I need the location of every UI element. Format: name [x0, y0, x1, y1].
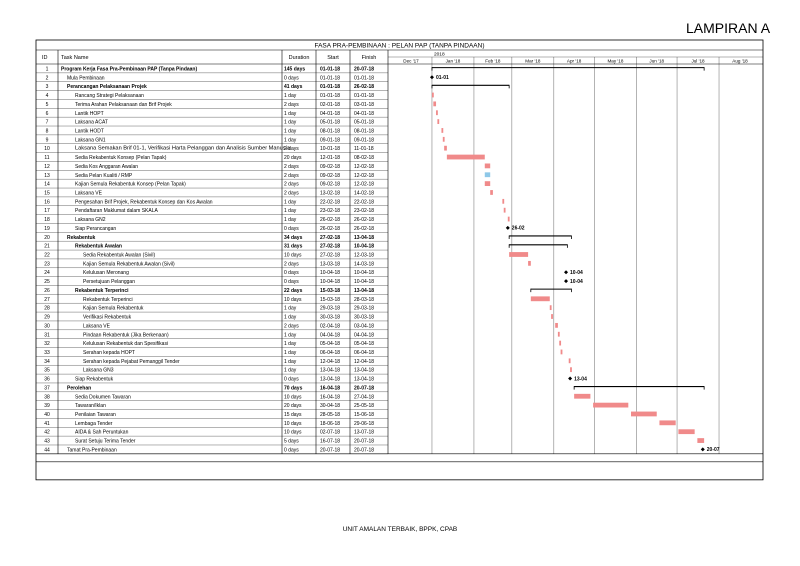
milestone-label: 10-04 [570, 278, 583, 285]
row-duration: 2 days [284, 172, 299, 179]
milestone-diamond [430, 75, 434, 79]
task-bar [550, 305, 552, 310]
row-id: 42 [44, 429, 50, 436]
row-start: 09-01-18 [320, 137, 341, 144]
row-duration: 145 days [284, 66, 306, 73]
row-task-name: Kajian Semula Rekabentuk [83, 305, 144, 312]
task-bar [432, 93, 434, 98]
task-bar [528, 261, 531, 266]
row-start: 27-02-18 [320, 252, 341, 259]
row-start: 04-04-18 [320, 332, 341, 339]
row-start: 23-02-18 [320, 208, 341, 215]
row-finish: 12-03-18 [354, 252, 375, 259]
row-task-name: Sedia Rekabentuk Konsep (Pelan Tapak) [75, 155, 167, 162]
row-duration: 10 days [284, 296, 302, 303]
timeline-month-label: Dec '17 [403, 58, 419, 64]
task-bar [593, 403, 628, 408]
row-duration: 0 days [284, 376, 299, 383]
task-bar [551, 314, 553, 319]
row-duration: 10 days [284, 420, 302, 427]
row-start: 04-01-18 [320, 110, 341, 117]
row-id: 38 [44, 394, 50, 401]
row-finish: 04-04-18 [354, 332, 375, 339]
footer-unit-name: UNIT AMALAN TERBAIK, BPPK, CPAB [342, 526, 458, 533]
row-finish: 23-02-18 [354, 208, 375, 215]
row-task-name: Rekabentuk Awalan [75, 243, 122, 250]
row-id: 43 [44, 438, 50, 445]
column-header-duration: Duration [288, 55, 310, 61]
row-finish: 13-04-18 [354, 367, 375, 374]
row-duration: 1 day [284, 314, 297, 321]
row-task-name: Sedia Pelan Kualiti / RMP [75, 172, 133, 179]
row-start: 13-02-18 [320, 190, 341, 197]
row-duration: 10 days [284, 252, 302, 259]
row-task-name: Lantik HODT [75, 128, 104, 135]
row-id: 9 [45, 137, 49, 144]
row-task-name: Laksana ACAT [75, 119, 108, 126]
task-bar [485, 181, 490, 186]
row-start: 18-06-18 [320, 420, 341, 427]
row-task-name: Perolehan [67, 385, 92, 392]
row-start: 10-04-18 [320, 270, 341, 277]
row-start: 29-03-18 [320, 305, 341, 312]
timeline-month-label: Jun '18 [649, 58, 665, 64]
row-task-name: Kelulusan Meronang [83, 270, 129, 277]
task-bar [485, 172, 490, 177]
task-bar [631, 412, 657, 417]
table-title: FASA PRA-PEMBINAAN : PELAN PAP (TANPA PINDAAN) [314, 42, 485, 50]
row-start: 22-02-18 [320, 199, 341, 206]
row-id: 39 [44, 403, 50, 410]
row-id: 24 [44, 270, 50, 277]
row-finish: 13-04-18 [354, 234, 375, 241]
row-duration: 1 day [284, 199, 297, 206]
row-task-name: Sedia Rekabentuk Awalan (Sivil) [83, 252, 156, 259]
row-start: 16-07-18 [320, 438, 341, 445]
row-duration: 10 days [284, 394, 302, 401]
row-duration: 1 day [284, 367, 297, 374]
row-id: 37 [44, 385, 50, 392]
row-task-name: Kelulusan Rekabentuk dan Spesifikasi [83, 341, 169, 348]
row-finish: 12-02-18 [354, 172, 375, 179]
row-duration: 0 days [284, 279, 299, 286]
row-duration: 2 days [284, 323, 299, 330]
row-task-name: Persetujuan Pelanggan [83, 279, 135, 286]
row-duration: 1 day [284, 119, 297, 126]
row-id: 3 [45, 84, 49, 91]
row-id: 19 [44, 225, 50, 232]
row-id: 32 [44, 341, 50, 348]
row-finish: 12-02-18 [354, 163, 375, 170]
row-finish: 12-04-18 [354, 358, 375, 365]
row-id: 17 [44, 208, 50, 215]
row-start: 02-01-18 [320, 101, 341, 108]
milestone-label: 10-04 [570, 270, 583, 277]
row-id: 12 [44, 163, 50, 170]
row-duration: 1 day [284, 110, 297, 117]
task-bar [531, 296, 550, 301]
row-duration: 34 days [284, 234, 303, 241]
row-finish: 13-04-18 [354, 376, 375, 383]
row-task-name: Penilaian Tawaran [75, 412, 116, 418]
row-finish: 10-04-18 [354, 270, 375, 277]
row-start: 05-04-18 [320, 341, 341, 348]
row-id: 25 [44, 279, 50, 286]
row-task-name: Siap Rekabentuk [75, 376, 114, 383]
row-duration: 20 days [284, 403, 302, 410]
timeline-year: 2018 [433, 52, 445, 58]
row-id: 34 [44, 358, 50, 365]
row-duration: 1 day [284, 137, 297, 144]
row-start: 01-01-18 [320, 75, 341, 82]
row-task-name: Pindaan Rekabentuk (Jika Berkenaan) [83, 332, 169, 339]
milestone-diamond [568, 377, 572, 381]
row-finish: 25-05-18 [354, 403, 375, 410]
row-duration: 70 days [284, 385, 303, 392]
row-task-name: Serahan kepada Pejabat Pemanggil Tender [83, 358, 180, 365]
task-bar [570, 367, 572, 372]
row-finish: 13-04-18 [354, 287, 375, 294]
row-finish: 15-06-18 [354, 412, 375, 418]
task-bar [561, 350, 563, 355]
row-task-name: Verifikasi Rekabentuk [83, 314, 132, 321]
task-bar [558, 332, 560, 337]
task-bar [437, 119, 439, 124]
row-duration: 1 day [284, 305, 297, 312]
row-finish: 20-07-18 [354, 66, 375, 73]
row-finish: 01-01-18 [354, 93, 375, 100]
row-duration: 1 day [284, 341, 297, 348]
row-duration: 15 days [284, 412, 302, 418]
row-task-name: Tawaran/Iklan [75, 403, 106, 410]
task-bar [504, 208, 506, 213]
row-id: 21 [44, 243, 50, 250]
row-duration: 31 days [284, 243, 303, 250]
row-id: 29 [44, 314, 50, 321]
timeline-month-label: Aug '18 [732, 58, 748, 64]
row-finish: 26-02-18 [354, 217, 375, 224]
row-start: 16-04-18 [320, 385, 341, 392]
row-id: 2 [45, 75, 49, 82]
row-start: 05-01-18 [320, 119, 341, 126]
row-finish: 11-01-18 [354, 146, 374, 153]
row-task-name: Laksana Semakan Brif 01-1, Verifikasi Harta Pelanggan dan Analisis Sumber Manusia [75, 145, 291, 152]
row-finish: 06-04-18 [354, 349, 375, 356]
row-finish: 03-01-18 [354, 101, 375, 108]
task-bar [697, 438, 704, 443]
row-finish: 30-03-18 [354, 314, 375, 321]
row-id: 4 [45, 93, 49, 100]
row-task-name: Tamat Pra-Pembinaan [67, 447, 117, 454]
task-bar [441, 128, 443, 133]
row-duration: 22 days [284, 287, 303, 294]
row-finish: 08-02-18 [354, 155, 375, 162]
timeline-month-label: May '18 [607, 58, 624, 64]
task-bar [433, 101, 436, 106]
row-id: 27 [44, 296, 50, 303]
column-header-finish: Finish [361, 55, 377, 61]
row-finish: 26-02-18 [354, 225, 375, 232]
row-start: 12-04-18 [320, 358, 341, 365]
timeline-month-label: Feb '18 [485, 58, 501, 64]
row-finish: 29-06-18 [354, 420, 375, 427]
row-finish: 14-03-18 [354, 261, 375, 268]
row-id: 16 [44, 199, 50, 206]
row-id: 40 [44, 412, 50, 418]
row-duration: 2 days [284, 101, 299, 108]
row-finish: 05-04-18 [354, 341, 375, 348]
row-start: 28-05-18 [320, 412, 341, 418]
row-task-name: Perancangan Pelaksanaan Projek [67, 84, 147, 91]
row-start: 09-02-18 [320, 181, 341, 188]
row-duration: 1 day [284, 332, 297, 339]
row-start: 30-04-18 [320, 403, 341, 410]
milestone-label: 13-04 [574, 376, 587, 383]
row-start: 06-04-18 [320, 349, 341, 356]
milestone-diamond [506, 226, 510, 230]
row-task-name: Program Kerja Fasa Pra-Pembinaan PAP (Tanpa Pindaan) [61, 66, 198, 73]
row-start: 15-03-18 [320, 296, 341, 303]
row-id: 10 [44, 146, 50, 153]
task-bar [436, 110, 438, 115]
row-duration: 1 day [284, 358, 297, 365]
column-header-task: Task Name [61, 55, 89, 61]
row-id: 30 [44, 323, 50, 330]
row-start: 30-03-18 [320, 314, 341, 321]
row-start: 08-01-18 [320, 128, 341, 135]
row-task-name: Laksana GN3 [83, 367, 114, 374]
row-id: 35 [44, 367, 50, 374]
row-id: 31 [44, 332, 50, 339]
attachment-label: LAMPIRAN A [686, 20, 771, 36]
milestone-diamond [701, 447, 705, 451]
row-start: 12-01-18 [320, 155, 341, 162]
row-task-name: AIDA & Sah Peruntukan [75, 429, 129, 436]
row-duration: 1 day [284, 217, 297, 224]
row-start: 26-02-18 [320, 225, 341, 232]
row-finish: 09-01-18 [354, 137, 375, 144]
row-id: 14 [44, 181, 50, 188]
row-id: 20 [44, 234, 50, 241]
row-task-name: Pendaftaran Maklumat dalam SKALA [75, 208, 158, 215]
row-start: 15-03-18 [320, 287, 341, 294]
row-finish: 05-01-18 [354, 119, 375, 126]
task-bar [569, 358, 571, 363]
row-id: 11 [44, 155, 50, 162]
row-start: 16-04-18 [320, 394, 341, 401]
row-start: 13-04-18 [320, 367, 341, 374]
row-finish: 13-07-18 [354, 429, 375, 436]
row-task-name: Lantik HOPT [75, 110, 104, 117]
row-task-name: Rekabentuk Terperinci [75, 287, 129, 294]
row-task-name: Kajian Semula Rekabentuk Konsep (Pelan Tapak) [75, 181, 186, 188]
column-header-start: Start [327, 55, 339, 61]
row-duration: 20 days [284, 155, 302, 162]
row-id: 26 [44, 287, 50, 294]
timeline-month-label: Jul '18 [691, 58, 705, 64]
row-duration: 1 day [284, 349, 297, 356]
row-id: 41 [44, 420, 50, 427]
row-id: 44 [44, 447, 50, 454]
row-start: 09-02-18 [320, 163, 341, 170]
row-finish: 27-04-18 [354, 394, 375, 401]
row-start: 09-02-18 [320, 172, 341, 179]
row-task-name: Surat Setuju Terima Tender [75, 438, 136, 445]
row-finish: 04-01-18 [354, 110, 375, 117]
row-id: 15 [44, 190, 50, 197]
row-finish: 12-02-18 [354, 181, 375, 188]
column-header-id: ID [42, 55, 48, 61]
milestone-label: 20-07 [706, 447, 720, 454]
row-task-name: Siap Perancangan [75, 225, 117, 232]
row-start: 10-04-18 [320, 279, 341, 286]
row-task-name: Serahan kepada HOPT [83, 349, 135, 356]
row-task-name: Laksana VE [83, 323, 110, 330]
timeline-month-label: Jan '18 [445, 58, 461, 64]
row-task-name: Lembaga Tender [75, 420, 113, 427]
row-id: 7 [45, 119, 49, 126]
row-finish: 14-02-18 [354, 190, 375, 197]
row-id: 33 [44, 349, 50, 356]
row-start: 13-04-18 [320, 376, 341, 383]
row-start: 10-01-18 [320, 146, 341, 153]
row-finish: 20-07-18 [354, 438, 375, 445]
task-bar [678, 429, 694, 434]
milestone-label: 26-02 [511, 225, 525, 232]
row-finish: 28-03-18 [354, 296, 375, 303]
row-finish: 20-07-18 [354, 447, 375, 454]
row-duration: 0 days [284, 75, 299, 82]
row-start: 27-02-18 [320, 243, 341, 250]
task-bar [509, 252, 528, 257]
row-finish: 29-03-18 [354, 305, 375, 312]
row-start: 01-01-18 [320, 66, 341, 73]
row-task-name: Rekabentuk [67, 234, 96, 241]
row-finish: 10-04-18 [354, 243, 375, 250]
task-bar [444, 146, 447, 151]
row-task-name: Terima Arahan Pelaksanaan dan Brif Projek [75, 101, 172, 108]
row-duration: 1 day [284, 128, 297, 135]
task-bar [555, 323, 558, 328]
row-task-name: Mula Pembinaan [67, 75, 105, 82]
row-finish: 03-04-18 [354, 323, 375, 330]
row-finish: 26-02-18 [354, 84, 375, 91]
row-start: 26-02-18 [320, 217, 341, 224]
timeline-month-label: Apr '18 [566, 58, 582, 64]
row-finish: 22-02-18 [354, 199, 375, 206]
row-finish: 01-01-18 [354, 75, 375, 82]
row-task-name: Laksana VE [75, 190, 102, 197]
task-bar [559, 341, 561, 346]
task-bar [443, 137, 445, 142]
row-start: 01-01-18 [320, 84, 341, 91]
row-id: 22 [44, 252, 50, 259]
row-id: 28 [44, 305, 50, 312]
row-duration: 41 days [284, 84, 303, 91]
row-task-name: Sedia Kos Anggaran Awalan [75, 163, 139, 170]
row-start: 02-04-18 [320, 323, 341, 330]
row-id: 18 [44, 217, 50, 224]
row-finish: 20-07-18 [354, 385, 375, 392]
row-id: 23 [44, 261, 50, 268]
row-duration: 2 days [284, 146, 299, 153]
row-duration: 2 days [284, 181, 299, 188]
row-finish: 10-04-18 [354, 279, 375, 286]
row-task-name: Laksana GN2 [75, 217, 106, 224]
row-id: 8 [45, 128, 49, 135]
row-id: 36 [44, 376, 50, 383]
task-bar [490, 190, 493, 195]
row-start: 01-01-18 [320, 93, 341, 100]
row-id: 1 [45, 66, 49, 73]
row-id: 5 [45, 101, 49, 108]
row-start: 02-07-18 [320, 429, 341, 436]
row-duration: 0 days [284, 225, 299, 232]
row-duration: 0 days [284, 447, 299, 454]
row-start: 27-02-18 [320, 234, 341, 241]
row-start: 13-03-18 [320, 261, 341, 268]
milestone-diamond [564, 270, 568, 274]
row-start: 20-07-18 [320, 447, 341, 454]
row-duration: 2 days [284, 163, 299, 170]
row-task-name: Rancang Strategi Pelaksanaan [75, 93, 144, 100]
row-id: 13 [44, 172, 50, 179]
row-duration: 2 days [284, 190, 299, 197]
row-duration: 0 days [284, 270, 299, 277]
task-bar [485, 163, 490, 168]
row-finish: 08-01-18 [354, 128, 375, 135]
row-task-name: Laksana GN1 [75, 137, 106, 144]
timeline-month-label: Mar '18 [525, 58, 541, 64]
row-task-name: Rekabentuk Terperinci [83, 296, 133, 303]
task-bar [508, 217, 510, 222]
milestone-label: 01-01 [435, 75, 449, 82]
task-bar [659, 420, 675, 425]
row-id: 6 [45, 110, 49, 117]
row-task-name: Kajian Semula Rekabentuk Awalan (Sivil) [83, 261, 175, 268]
task-bar [574, 394, 590, 399]
row-task-name: Pengesahan Brif Projek, Rekabentuk Konsep dan Kos Awalan [75, 199, 213, 206]
row-duration: 10 days [284, 429, 302, 436]
row-duration: 5 days [284, 438, 299, 445]
milestone-diamond [564, 279, 568, 283]
row-duration: 2 days [284, 261, 299, 268]
row-duration: 1 day [284, 208, 297, 215]
row-duration: 1 day [284, 93, 297, 100]
task-bar [502, 199, 504, 204]
task-bar [447, 155, 485, 160]
row-task-name: Sedia Dokumen Tawaran [75, 394, 131, 401]
